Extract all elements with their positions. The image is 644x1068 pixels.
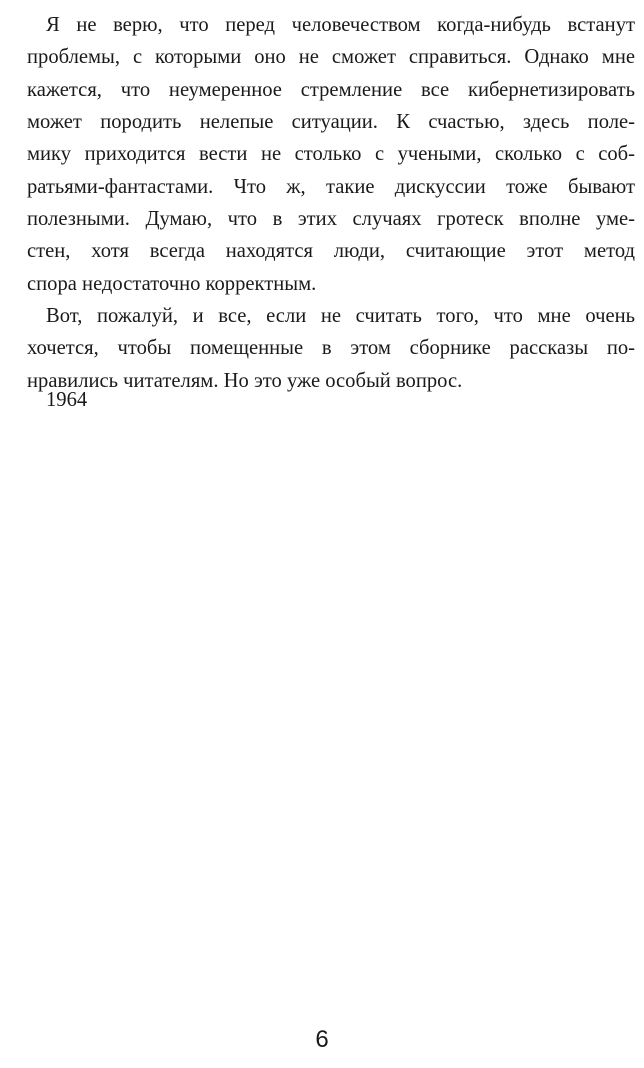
text-line: ратьями-фантастами. Что ж, такие дискуссии тоже бывают [27,175,635,198]
text-line: стен, хотя всегда находятся люди, считающие этот метод [27,240,635,263]
text-line: проблемы, с которыми оно не сможет справиться. Однако мне [27,46,635,69]
text-line: хочется, чтобы помещенные в этом сборнике рассказы по- [27,337,635,360]
text-line: полезными. Думаю, что в этих случаях гротеск вполне уме- [27,208,635,231]
page-number: 6 [315,1026,329,1053]
text-line: может породить нелепые ситуации. К счастью, здесь поле- [27,111,635,134]
text-line: Вот, пожалуй, и все, если не считать того, что мне очень [46,305,635,328]
body-text [27,9,635,397]
text-line: спора недостаточно корректным. [27,272,317,295]
paragraph-2 [27,300,635,397]
text-line: мику приходится вести не столько с учеными, сколько с соб- [27,143,635,166]
paragraph-1 [27,9,635,300]
text-line: нравились читателям. Но это уже особый вопрос. [27,369,463,392]
date-line: 1964 [46,389,88,411]
text-line: Я не верю, что перед человечеством когда-нибудь встанут [46,14,635,36]
text-line: кажется, что неумеренное стремление все кибернетизировать [27,78,635,101]
